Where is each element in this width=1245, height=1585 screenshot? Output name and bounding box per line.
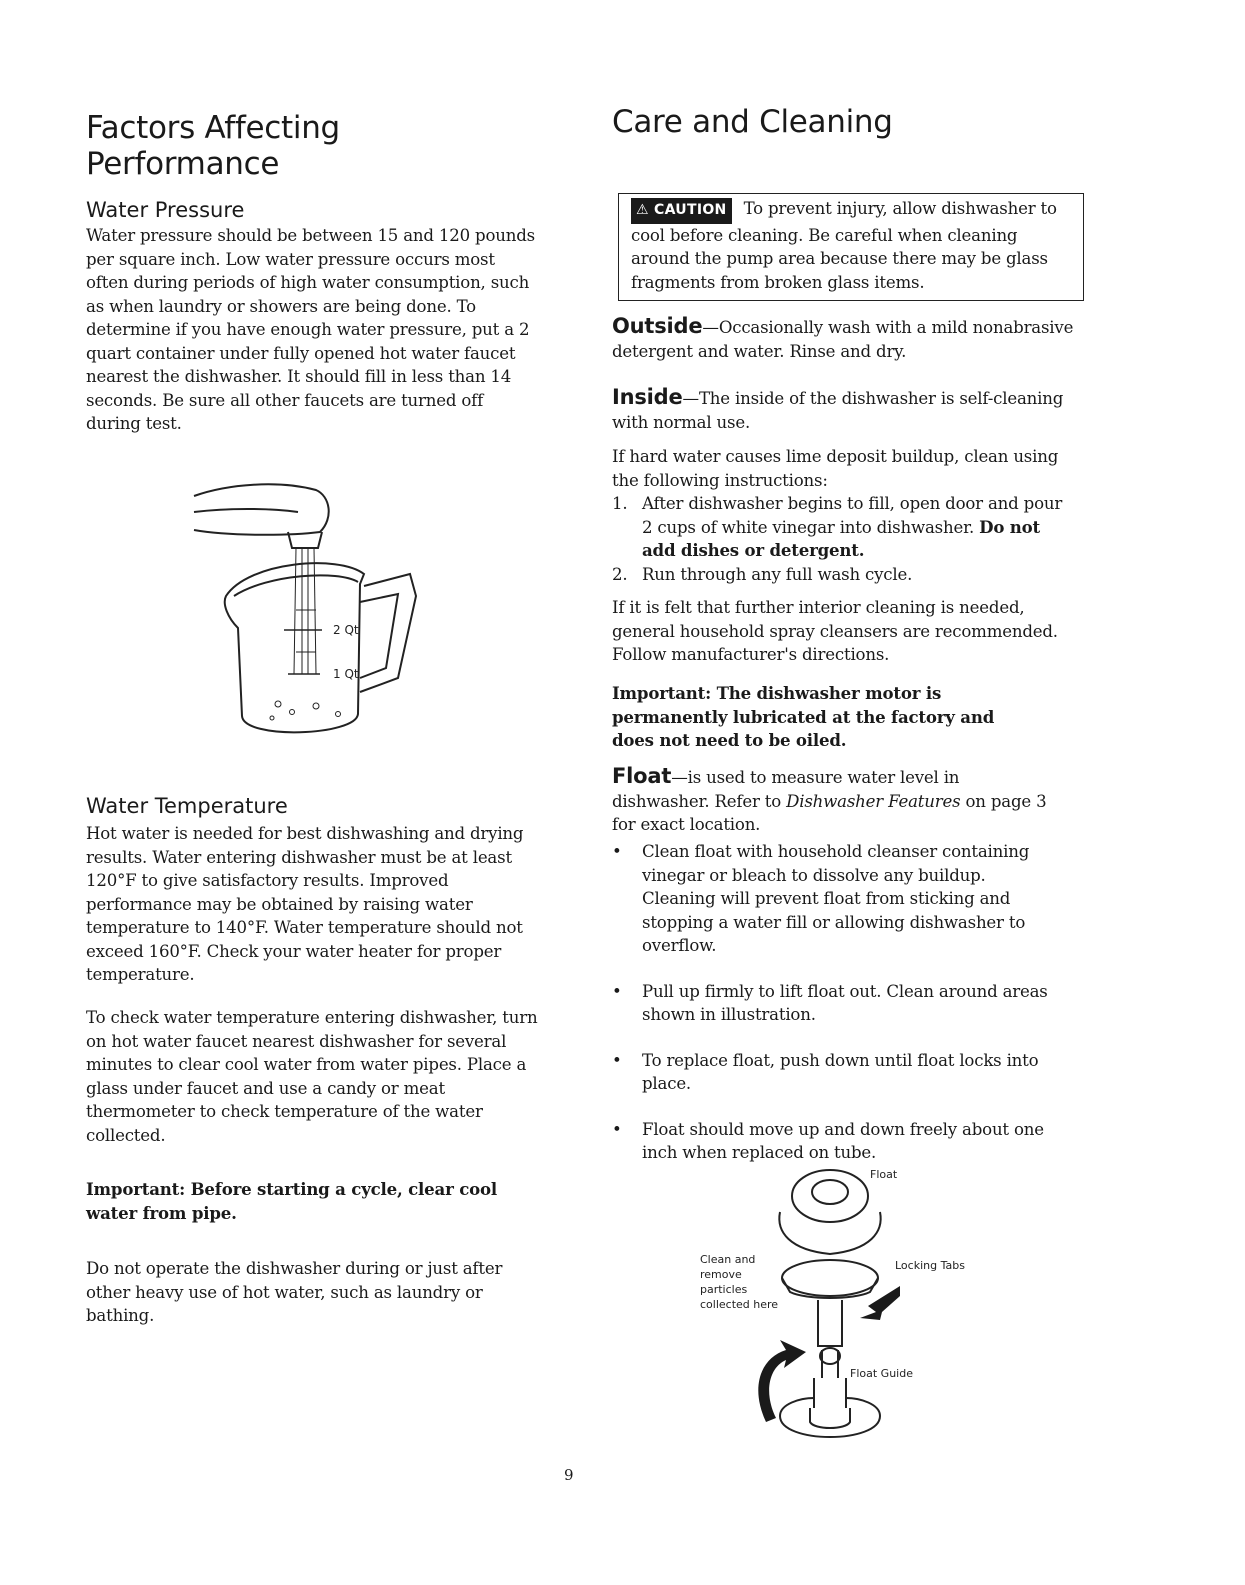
cup-label-1qt: 1 Qt bbox=[333, 667, 359, 681]
list-item: • To replace float, push down until float locks into place. bbox=[612, 1050, 1039, 1093]
inside-steps bbox=[612, 492, 1077, 586]
measuring-cup-illustration bbox=[188, 478, 428, 750]
water-temperature-body-1: Hot water is needed for best dishwashing and drying results. Water entering dishwasher must be at least 120°F to give satisfactory results. Improved performance may be obtained by raising water temperature to 140°F. Water temperature should not exceed 160°F. Check your water heater for proper temperature. bbox=[86, 824, 524, 984]
clean-here-label: Clean and remove particles collected here bbox=[700, 1253, 779, 1311]
list-item: 2. Run through any full wash cycle. bbox=[612, 564, 913, 584]
caution-text: To prevent injury, allow dishwasher to cool before cleaning. Be careful when cleaning around the pump area because there may be glass fragments from broken glass items. bbox=[631, 199, 1057, 292]
caution-box bbox=[618, 193, 1084, 301]
list-item: • Pull up firmly to lift float out. Clean around areas shown in illustration. bbox=[612, 981, 1048, 1024]
water-temperature-heading: Water Temperature bbox=[86, 794, 288, 818]
float-bullets bbox=[612, 840, 1062, 1165]
inside-text: —The inside of the dishwasher is self-cleaning with normal use. bbox=[612, 389, 1064, 432]
inside-lead: Inside bbox=[612, 385, 683, 409]
outside-text: —Occasionally wash with a mild nonabrasive detergent and water. Rinse and dry. bbox=[612, 318, 1074, 361]
water-temperature-body-3: Do not operate the dishwasher during or just after other heavy use of hot water, such as laundry or bathing. bbox=[86, 1259, 503, 1325]
outside-lead: Outside bbox=[612, 314, 703, 338]
float-label: Float bbox=[870, 1168, 898, 1181]
right-title: Care and Cleaning bbox=[612, 104, 893, 140]
list-item: • Float should move up and down freely about one inch when replaced on tube. bbox=[612, 1119, 1044, 1162]
locking-tabs-label: Locking Tabs bbox=[895, 1259, 965, 1272]
water-temperature-body-2: To check water temperature entering dishwasher, turn on hot water faucet nearest dishwasher for several minutes to clear cool water from water pipes. Place a glass under faucet and use a candy or meat thermometer to check temperature of the water collected. bbox=[86, 1008, 538, 1145]
caution-badge: ⚠ CAUTION bbox=[631, 198, 732, 224]
inside-paragraph bbox=[612, 386, 1082, 434]
water-pressure-heading: Water Pressure bbox=[86, 198, 245, 222]
float-lead: Float bbox=[612, 764, 672, 788]
page-number: 9 bbox=[564, 1466, 574, 1484]
float-guide-label: Float Guide bbox=[850, 1367, 913, 1380]
list-item: • Clean float with household cleanser containing vinegar or bleach to dissolve any buildup. Cleaning will prevent float from sticking and stopping a water fill or allowing dishwasher to overflow. bbox=[612, 842, 1030, 955]
list-item: 1. After dishwasher begins to fill, open door and pour 2 cups of white vinegar into dishwasher. Do not add dishes or detergent. bbox=[612, 494, 1063, 560]
outside-paragraph bbox=[612, 315, 1082, 363]
motor-important: Important: The dishwasher motor is permanently lubricated at the factory and does not need to be oiled. bbox=[612, 683, 995, 750]
water-pressure-body: Water pressure should be between 15 and 120 pounds per square inch. Low water pressure occurs most often during periods of high water consumption, such as when laundry or showers are being done. To determine if you have enough water pressure, put a 2 quart container under fully opened hot water faucet nearest the dishwasher. It should fill in less than 14 seconds. Be sure all other faucets are turned off during test. bbox=[86, 226, 535, 433]
hard-water-paragraph: If hard water causes lime deposit buildup, clean using the following instructions: bbox=[612, 447, 1059, 490]
further-cleaning-paragraph: If it is felt that further interior cleaning is needed, general household spray cleansers are recommended. Follow manufacturer's directions. bbox=[612, 598, 1058, 664]
water-temperature-important: Important: Before starting a cycle, clear cool water from pipe. bbox=[86, 1179, 497, 1223]
cup-label-2qt: 2 Qt bbox=[333, 623, 359, 637]
left-title: Factors Affecting Performance bbox=[86, 110, 340, 182]
float-paragraph: Float—is used to measure water level in dishwasher. Refer to Dishwasher Features on page 3 for exact location. bbox=[612, 764, 1047, 834]
